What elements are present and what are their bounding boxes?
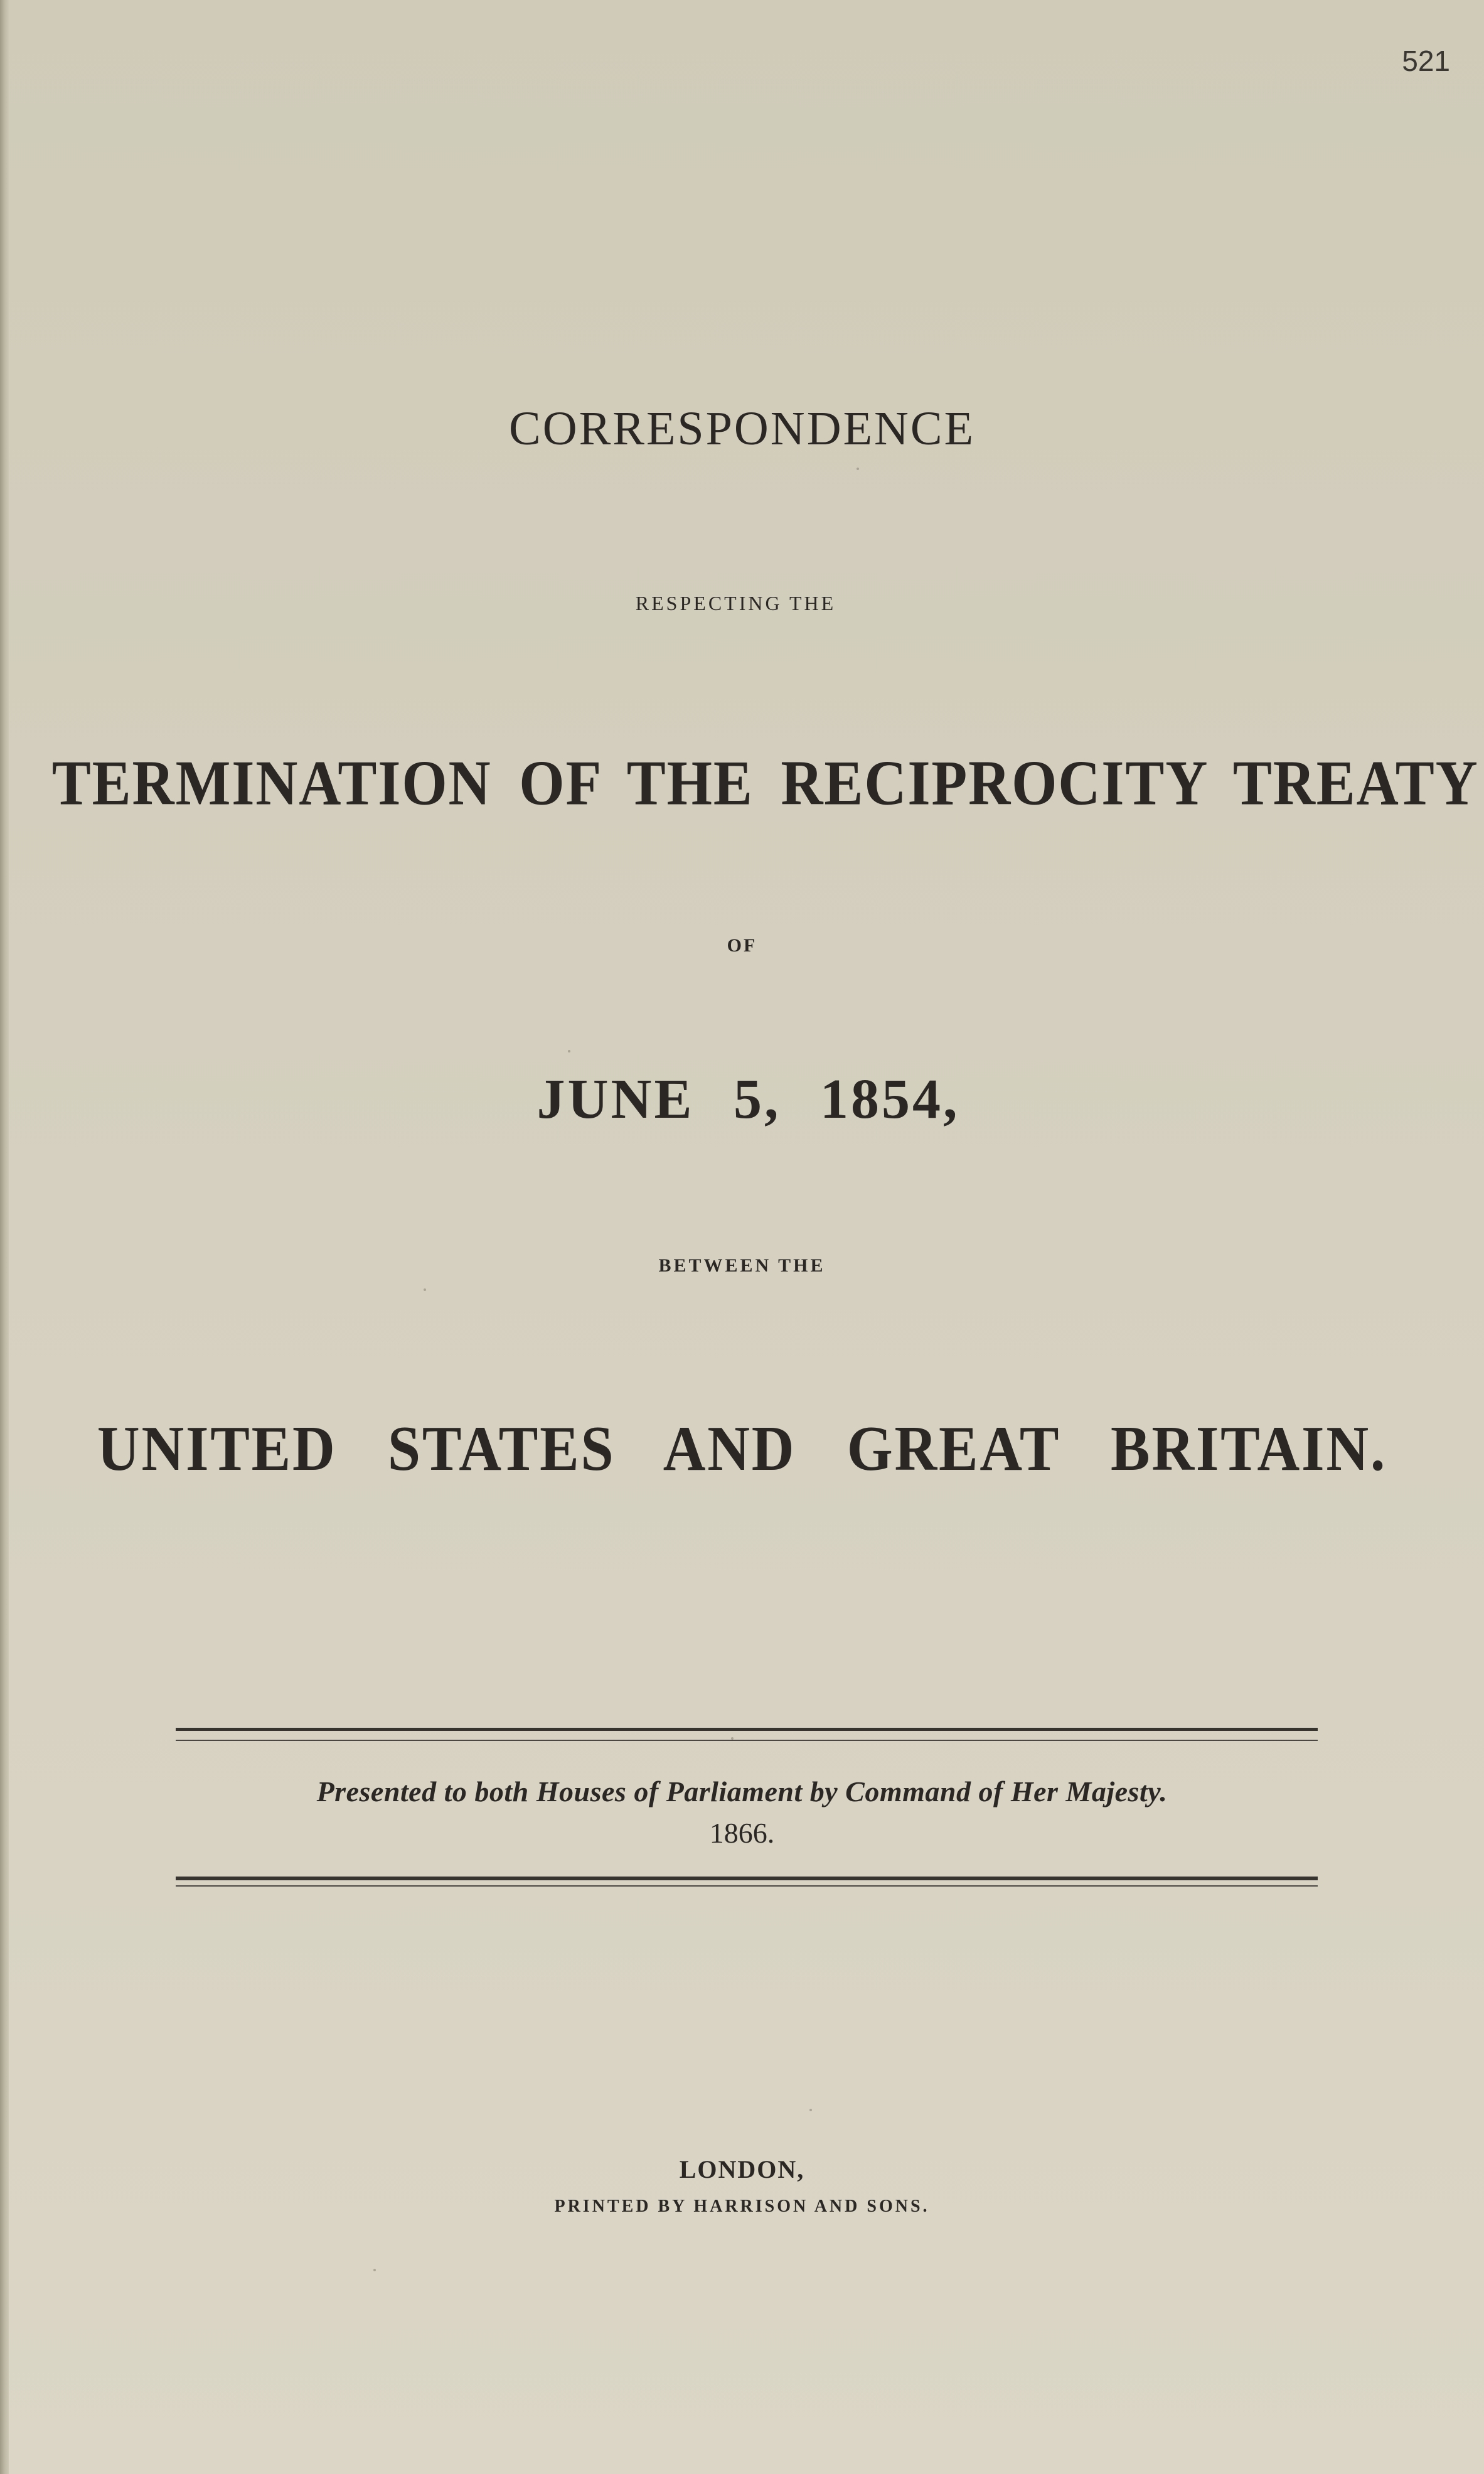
paper-speck	[857, 468, 859, 470]
title-of: OF	[727, 935, 757, 956]
title-termination: TERMINATION OF THE RECIPROCITY TREATY	[51, 747, 1479, 819]
divider-rule-top-thick	[176, 1728, 1318, 1731]
title-date: JUNE 5, 1854,	[536, 1068, 960, 1130]
presentation-statement: Presented to both Houses of Parliament by Command of Her Majesty.	[316, 1775, 1168, 1807]
imprint-printer: PRINTED BY HARRISON AND SONS.	[554, 2197, 930, 2216]
paper-speck	[568, 1050, 570, 1052]
paper-speck	[424, 1288, 426, 1291]
divider-rule-top-thin	[176, 1740, 1318, 1741]
page-number: 521	[1402, 45, 1450, 77]
title-respecting-the: RESPECTING THE	[635, 592, 836, 614]
paper-speck	[373, 2269, 376, 2271]
imprint-place: LONDON,	[679, 2155, 805, 2183]
paper-speck	[809, 2109, 812, 2111]
paper-speck	[731, 1737, 734, 1740]
divider-rule-bottom-thick	[176, 1877, 1318, 1880]
title-correspondence: CORRESPONDENCE	[509, 402, 975, 455]
title-between-the: BETWEEN THE	[658, 1255, 826, 1276]
presentation-year: 1866.	[709, 1817, 775, 1849]
title-parties: UNITED STATES AND GREAT BRITAIN.	[97, 1413, 1387, 1484]
book-spine-edge	[0, 0, 9, 2474]
divider-rule-bottom-thin	[176, 1885, 1318, 1887]
